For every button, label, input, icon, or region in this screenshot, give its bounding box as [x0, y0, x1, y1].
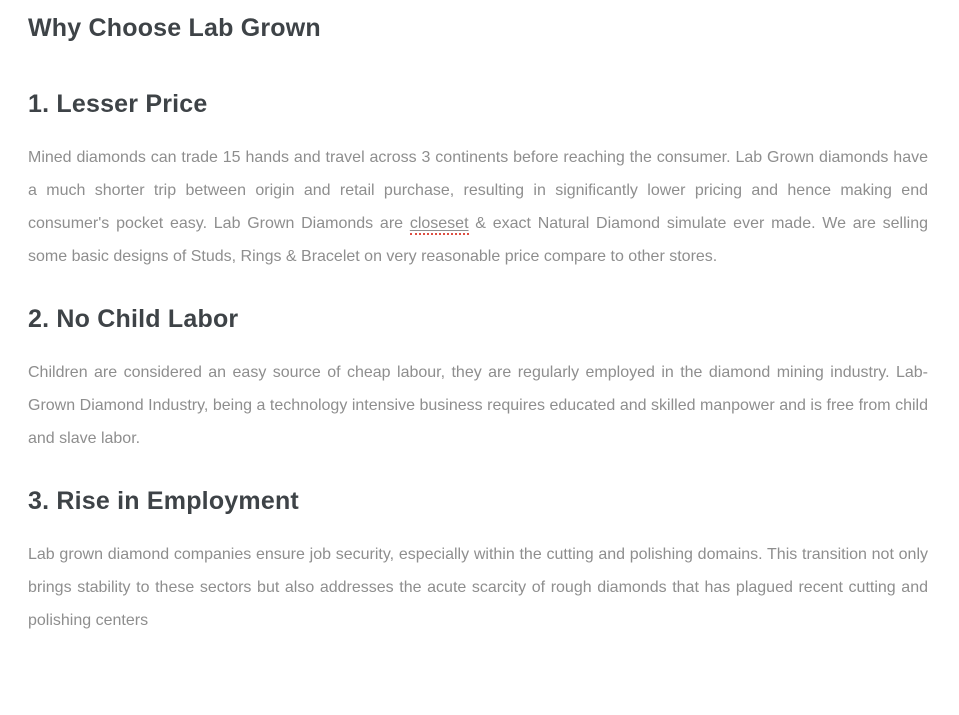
paragraph-text-before: Mined diamonds can trade 15 hands and travel across 3 continents before reaching the consumer. Lab Grown diamonds have a much shorter trip between origin and retail purchase, resulting in significantly lower pricing and hence making end consumer's pocket easy. Lab Grown Diamonds are — [28, 149, 928, 232]
section-lesser-price — [28, 90, 928, 273]
section-heading-no-child-labor: 2. No Child Labor — [28, 305, 239, 333]
page-title: Why Choose Lab Grown — [28, 14, 321, 42]
section-no-child-labor — [28, 305, 928, 455]
paragraph-lesser-price — [28, 141, 928, 273]
paragraph-no-child-labor: Children are considered an easy source of cheap labour, they are regularly employed in the diamond mining industry. Lab-Grown Diamond Industry, being a technology intensive business requires educated and skilled manpower and is free from child and slave labor. — [28, 364, 928, 447]
paragraph-rise-in-employment: Lab grown diamond companies ensure job security, especially within the cutting and polishing domains. This transition not only brings stability to these sectors but also addresses the acute scarcity of rough diamonds that has plagued recent cutting and polishing centers — [28, 546, 928, 629]
section-rise-in-employment — [28, 487, 928, 637]
section-heading-lesser-price: 1. Lesser Price — [28, 90, 208, 118]
misspelled-word: closeset — [410, 215, 469, 235]
paragraph-text-after: & exact Natural Diamond simulate ever made. We are selling some basic designs of Studs, Rings & Bracelet on very reasonable price compare to other stores. — [28, 215, 929, 265]
section-heading-rise-in-employment: 3. Rise in Employment — [28, 487, 299, 515]
